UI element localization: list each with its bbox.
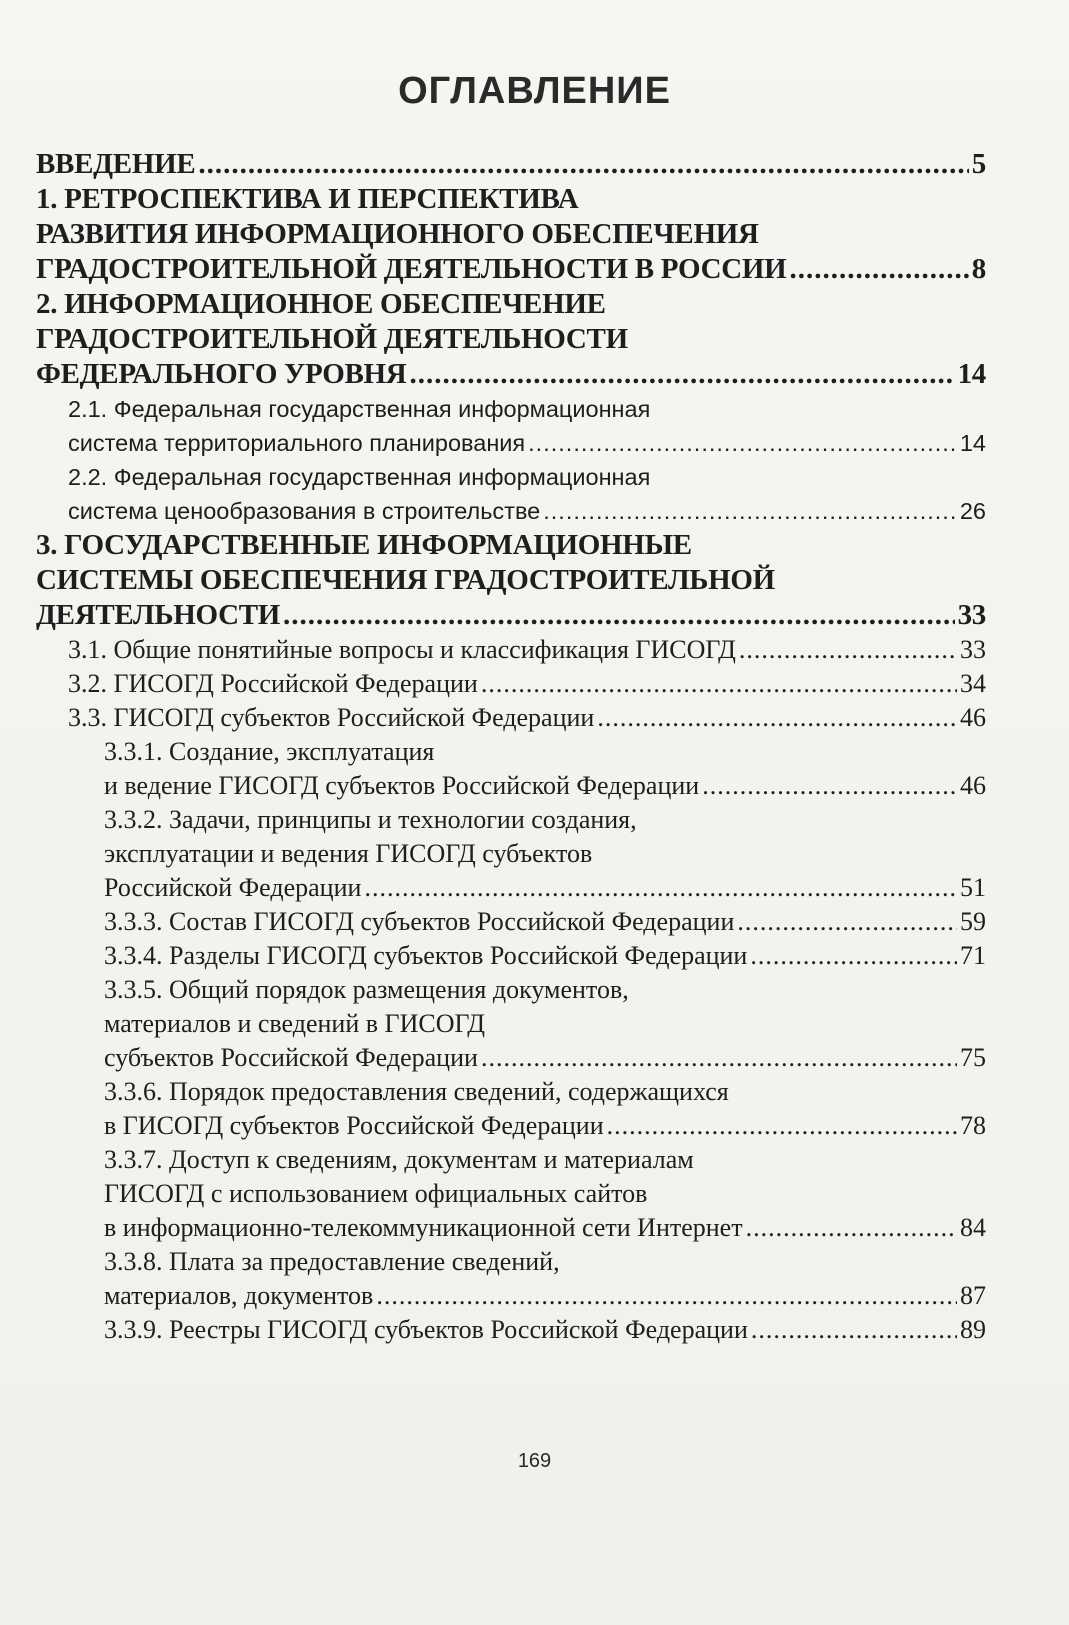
toc-entry[interactable]: [36, 392, 986, 460]
toc-entry-line: [104, 1211, 986, 1245]
toc-entry-text: 3.3.5. Общий порядок размещения документов,: [104, 975, 629, 1004]
toc-page-number: 26: [959, 498, 986, 524]
toc-entry-text: материалов и сведений в ГИСОГД: [104, 1009, 485, 1038]
toc-entry-text: 3.3.4. Разделы ГИСОГД субъектов Российской Федерации: [104, 941, 748, 970]
toc-entry-text: ФЕДЕРАЛЬНОГО УРОВНЯ: [36, 358, 407, 390]
dot-leader: [376, 1279, 957, 1313]
dot-leader: [789, 252, 968, 287]
toc-entry-line: [104, 1041, 986, 1075]
toc-entry-text: в информационно-телекоммуникационной сети Интернет: [104, 1213, 743, 1242]
toc-page-number: 14: [957, 358, 986, 390]
dot-leader: [409, 357, 954, 392]
toc-entry-line: [68, 460, 986, 494]
toc-entry-line: [104, 1007, 986, 1041]
toc-entry-line: [104, 735, 986, 769]
toc-entry-text: 3.3.2. Задачи, принципы и технологии создания,: [104, 805, 637, 834]
toc-entry[interactable]: [36, 1143, 986, 1245]
toc-entry-line: [104, 973, 986, 1007]
dot-leader: [597, 701, 957, 735]
dot-leader: [364, 871, 957, 905]
toc-entry[interactable]: [36, 1313, 986, 1347]
toc-entry-text: ГИСОГД с использованием официальных сайтов: [104, 1179, 648, 1208]
toc-page-number: 34: [960, 669, 986, 698]
toc-entry[interactable]: [36, 1245, 986, 1313]
toc-entry-line: [36, 563, 986, 598]
dot-leader: [607, 1109, 957, 1143]
toc-entry-text: и ведение ГИСОГД субъектов Российской Федерации: [104, 771, 700, 800]
toc-entry[interactable]: [36, 146, 986, 182]
toc-page-number: 14: [959, 430, 986, 456]
dot-leader: [739, 633, 957, 667]
toc-entry[interactable]: [36, 701, 986, 735]
dot-leader: [702, 769, 957, 803]
toc-entry[interactable]: [36, 182, 986, 287]
toc-page-number: 5: [971, 148, 986, 180]
toc-entry[interactable]: [36, 1075, 986, 1143]
toc-page-number: 75: [960, 1043, 986, 1072]
toc-entry-text: ГРАДОСТРОИТЕЛЬНОЙ ДЕЯТЕЛЬНОСТИ В РОССИИ: [36, 253, 787, 285]
toc-entry-text: РАЗВИТИЯ ИНФОРМАЦИОННОГО ОБЕСПЕЧЕНИЯ: [36, 218, 759, 250]
toc-entry-text: 3.2. ГИСОГД Российской Федерации: [68, 669, 478, 698]
toc-entry-line: [104, 871, 986, 905]
toc-page-number: 78: [960, 1111, 986, 1140]
toc-entry-line: [36, 252, 986, 287]
toc-entry[interactable]: [36, 633, 986, 667]
toc-entry-line: [104, 905, 986, 939]
toc-entry[interactable]: [36, 460, 986, 528]
toc-entry-line: [36, 182, 986, 217]
toc-entry-line: [104, 939, 986, 973]
toc-entry-line: [36, 322, 986, 357]
toc-entry[interactable]: [36, 287, 986, 392]
toc-entry[interactable]: [36, 528, 986, 633]
toc-entry-line: [68, 667, 986, 701]
toc-entry[interactable]: [36, 939, 986, 973]
toc-entry-text: 3.3.1. Создание, эксплуатация: [104, 737, 435, 766]
toc-entry-text: 1. РЕТРОСПЕКТИВА И ПЕРСПЕКТИВА: [36, 183, 579, 215]
toc-entry-line: [104, 803, 986, 837]
dot-leader: [737, 905, 957, 939]
toc-page-number: 8: [971, 253, 986, 285]
dot-leader: [751, 1313, 957, 1347]
toc-entry-line: [36, 598, 986, 633]
toc-entry[interactable]: [36, 803, 986, 905]
toc-entry-text: в ГИСОГД субъектов Российской Федерации: [104, 1111, 604, 1140]
toc-entry-text: субъектов Российской Федерации: [104, 1043, 478, 1072]
toc-entry-text: 3.3.8. Плата за предоставление сведений,: [104, 1247, 560, 1276]
toc-entry-line: [104, 769, 986, 803]
toc-entry[interactable]: [36, 667, 986, 701]
toc-page-number: 89: [960, 1315, 986, 1344]
toc-entry-text: 3.3.3. Состав ГИСОГД субъектов Российской Федерации: [104, 907, 735, 936]
toc-entry-text: эксплуатации и ведения ГИСОГД субъектов: [104, 839, 593, 868]
toc-entry-line: [68, 392, 986, 426]
toc-entry-line: [68, 494, 986, 528]
table-of-contents: [36, 146, 986, 1347]
toc-entry-line: [104, 1143, 986, 1177]
toc-entry-line: [104, 1177, 986, 1211]
toc-page-number: 71: [960, 941, 986, 970]
toc-page-number: 46: [960, 703, 986, 732]
toc-entry-text: материалов, документов: [104, 1281, 374, 1310]
toc-entry-text: 3.1. Общие понятийные вопросы и классификация ГИСОГД: [68, 635, 736, 664]
page-number: 169: [517, 1450, 552, 1472]
dot-leader: [481, 667, 957, 701]
toc-page-number: 87: [960, 1281, 986, 1310]
toc-entry-line: [104, 1245, 986, 1279]
toc-page-number: 33: [960, 635, 986, 664]
toc-page-number: 84: [960, 1213, 986, 1242]
toc-entry-line: [104, 1109, 986, 1143]
toc-entry-line: [104, 1279, 986, 1313]
toc-entry-line: [104, 1313, 986, 1347]
toc-entry[interactable]: [36, 905, 986, 939]
toc-entry-line: [36, 528, 986, 563]
toc-entry-text: Российской Федерации: [104, 873, 362, 902]
toc-entry-line: [36, 287, 986, 322]
toc-page-number: 46: [960, 771, 986, 800]
toc-entry-text: 2.2. Федеральная государственная информационная: [68, 464, 651, 490]
dot-leader: [528, 426, 957, 460]
toc-entry-text: система территориального планирования: [68, 430, 526, 456]
toc-entry-text: 3.3. ГИСОГД субъектов Российской Федерации: [68, 703, 595, 732]
toc-entry-line: [104, 837, 986, 871]
toc-entry-text: ДЕЯТЕЛЬНОСТИ: [36, 599, 281, 631]
dot-leader: [750, 939, 957, 973]
toc-entry-line: [104, 1075, 986, 1109]
toc-entry-text: 3. ГОСУДАРСТВЕННЫЕ ИНФОРМАЦИОННЫЕ: [36, 529, 692, 561]
toc-entry-text: система ценообразования в строительстве: [68, 498, 541, 524]
toc-entry-text: 3.3.9. Реестры ГИСОГД субъектов Российской Федерации: [104, 1315, 748, 1344]
page-title: ОГЛАВЛЕНИЕ: [398, 70, 671, 112]
toc-entry[interactable]: [36, 973, 986, 1075]
toc-entry-text: ГРАДОСТРОИТЕЛЬНОЙ ДЕЯТЕЛЬНОСТИ: [36, 323, 628, 355]
toc-page-number: 51: [960, 873, 986, 902]
toc-entry[interactable]: [36, 735, 986, 803]
toc-page-number: 33: [957, 599, 986, 631]
toc-entry-text: 3.3.7. Доступ к сведениям, документам и материалам: [104, 1145, 694, 1174]
dot-leader: [543, 494, 957, 528]
toc-entry-line: [36, 357, 986, 392]
dot-leader: [198, 146, 968, 182]
dot-leader: [283, 598, 955, 633]
toc-entry-text: СИСТЕМЫ ОБЕСПЕЧЕНИЯ ГРАДОСТРОИТЕЛЬНОЙ: [36, 564, 775, 596]
toc-entry-text: 2.1. Федеральная государственная информационная: [68, 396, 651, 422]
toc-entry-line: [68, 633, 986, 667]
toc-entry-line: [68, 701, 986, 735]
toc-entry-text: ВВЕДЕНИЕ: [36, 148, 196, 180]
toc-entry-line: [68, 426, 986, 460]
toc-entry-line: [36, 217, 986, 252]
dot-leader: [481, 1041, 957, 1075]
toc-entry-text: 3.3.6. Порядок предоставления сведений, содержащихся: [104, 1077, 729, 1106]
dot-leader: [746, 1211, 957, 1245]
toc-page-number: 59: [960, 907, 986, 936]
toc-entry-text: 2. ИНФОРМАЦИОННОЕ ОБЕСПЕЧЕНИЕ: [36, 288, 606, 320]
toc-entry-line: [36, 146, 986, 182]
